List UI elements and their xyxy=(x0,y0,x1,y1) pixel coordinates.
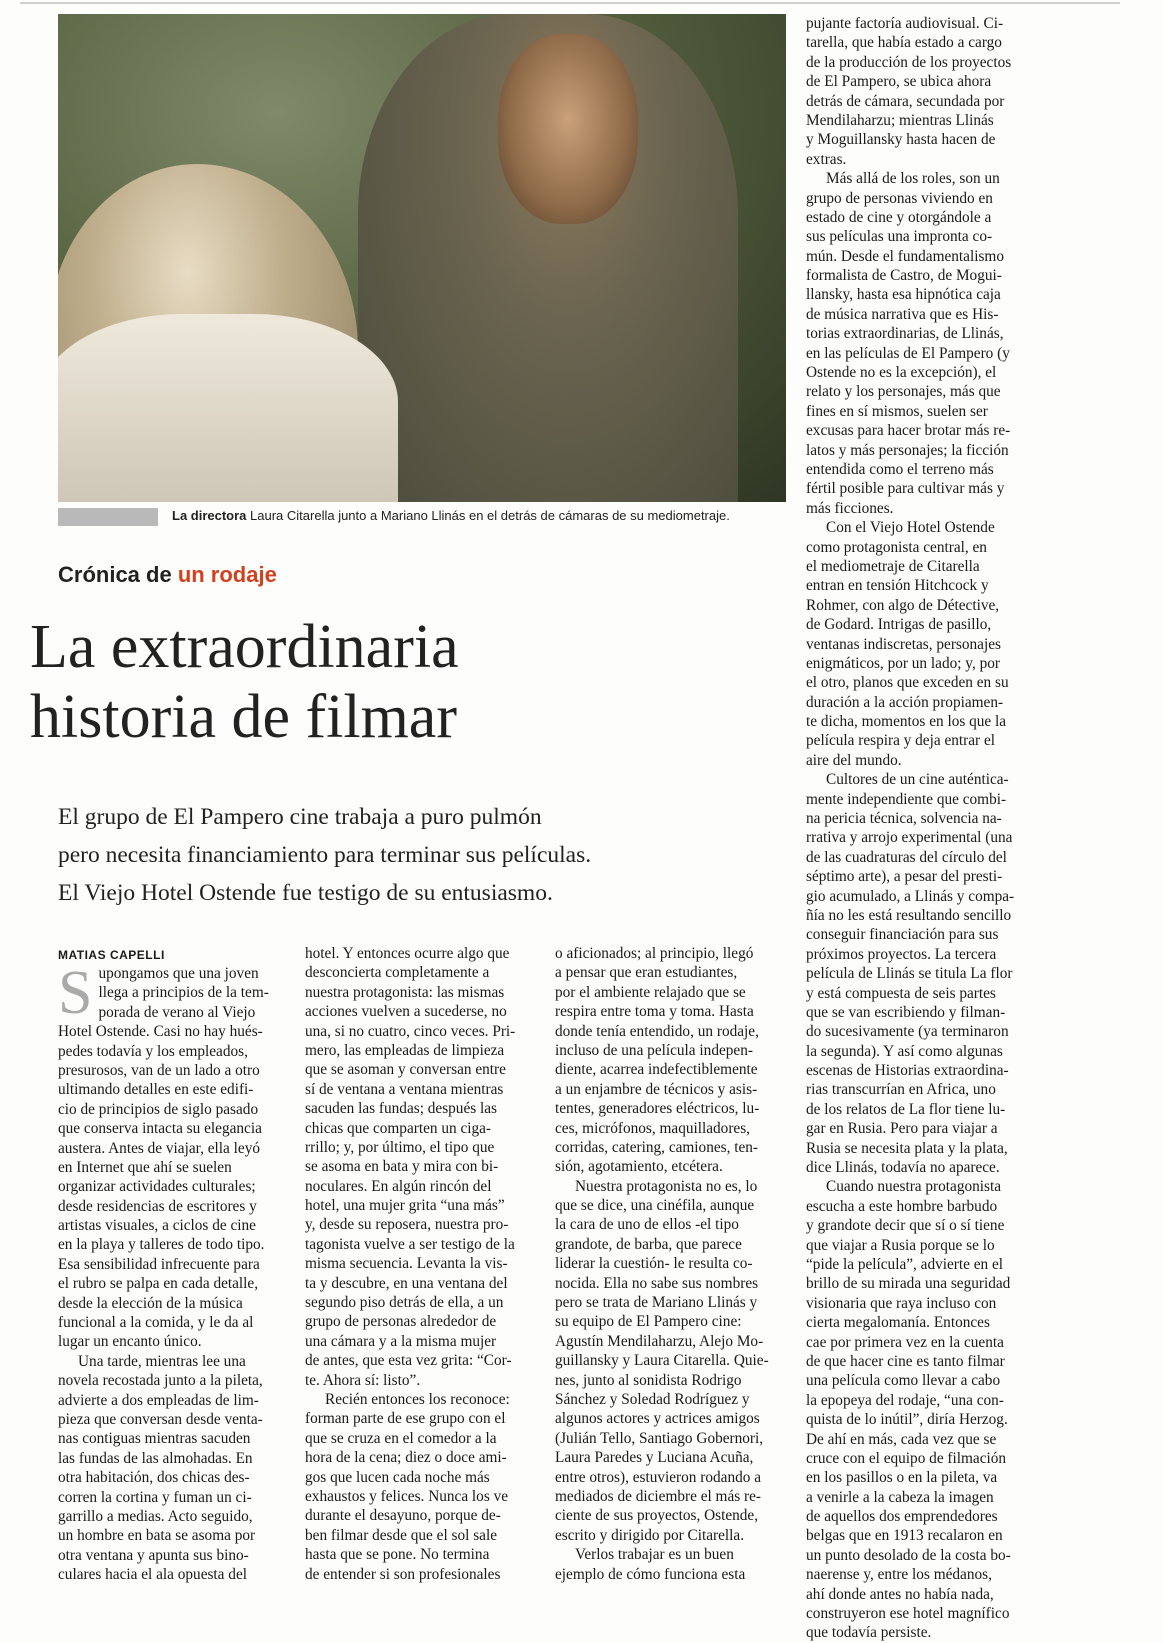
text-line: formalista de Castro, de Mogui- xyxy=(806,267,1002,285)
text-line: se asoma en bata y mira con bi- xyxy=(305,1158,499,1176)
text-line: do sucesivamente (ya terminaron xyxy=(806,1023,1009,1041)
text-line: Con el Viejo Hotel Ostende xyxy=(826,519,995,537)
text-line: ventanas indiscretas, personajes xyxy=(806,635,1001,653)
text-line: escenas de Historias extraordina- xyxy=(806,1062,1009,1080)
text-line: respira entre toma y toma. Hasta xyxy=(555,1003,754,1021)
text-line: garrillo a medias. Acto seguido, xyxy=(58,1507,253,1525)
kicker-accent: un rodaje xyxy=(177,562,277,587)
text-line: grandote, de barba, que parece xyxy=(555,1235,742,1253)
text-line: pero se trata de Mariano Llinás y xyxy=(555,1294,758,1312)
text-line: organizar actividades culturales; xyxy=(58,1178,256,1196)
text-line: ultimando detalles en este edifi- xyxy=(58,1081,254,1099)
headline-line: historia de filmar xyxy=(30,683,457,751)
text-line: construyeron ese hotel magnífico xyxy=(806,1605,1010,1623)
column-1 xyxy=(58,959,283,1585)
text-line: película de Llinás se titula La flor xyxy=(806,965,1013,983)
text-line: cio de principios de siglo pasado xyxy=(58,1100,259,1118)
text-line: el rubro se palpa en cada detalle, xyxy=(58,1275,259,1293)
text-line: sión, agotamiento, etcétera. xyxy=(555,1158,723,1176)
text-line: te dicha, momentos en los que la xyxy=(806,713,1007,731)
text-line: pujante factoría audiovisual. Ci- xyxy=(806,15,1004,32)
text-line: llega a principios de la tem- xyxy=(98,984,269,1002)
text-line: hotel, una mujer grita “una más” xyxy=(305,1197,505,1215)
text-line: ahí donde antes no había nada, xyxy=(806,1585,994,1603)
text-line: hotel. Y entonces ocurre algo que xyxy=(305,945,510,962)
text-line: acciones vuelven a sucederse, no xyxy=(305,1003,507,1021)
text-line: gar en Rusia. Pero para viajar a xyxy=(806,1120,998,1138)
text-line: porada de verano al Viejo xyxy=(98,1003,256,1021)
text-line: durante el desayuno, porque de- xyxy=(305,1507,501,1525)
text-line: brillo de su mirada una seguridad xyxy=(806,1275,1011,1293)
text-line: cae por primera vez en la cuenta xyxy=(806,1333,1004,1351)
photo-caption xyxy=(172,508,730,523)
text-line: detrás de cámara, secundada por xyxy=(806,92,1005,110)
text-line: mediados de diciembre el más re- xyxy=(555,1487,762,1505)
text-line: relato y los personajes, más que xyxy=(806,383,1001,401)
text-line: desde la elección de la música xyxy=(58,1294,243,1312)
text-line: advierte a dos empleadas de lim- xyxy=(58,1391,259,1409)
text-line: de música narrativa que es His- xyxy=(806,305,999,323)
text-line: algunos actores y actrices amigos xyxy=(555,1410,760,1428)
text-line: que viajar a Rusia porque se lo xyxy=(806,1236,995,1254)
text-line: De ahí en más, cada vez que se xyxy=(806,1430,997,1448)
text-line: Cultores de un cine auténtica- xyxy=(826,771,1009,789)
text-line: su equipo de El Pampero cine: xyxy=(555,1313,742,1331)
text-line: conseguir financiación para sus xyxy=(806,926,999,944)
text-line: presurosos, van de un lado a otro xyxy=(58,1061,260,1079)
text-line: naerense y, entre los médanos, xyxy=(806,1566,992,1584)
photo-woman-shirt xyxy=(58,314,398,502)
text-line: de Godard. Intrigas de pasillo, xyxy=(806,616,992,634)
text-line: sus películas una impronta co- xyxy=(806,228,993,246)
text-line: de los relatos de La flor tiene lu- xyxy=(806,1100,1006,1118)
text-line: (Julián Tello, Santiago Gobernori, xyxy=(555,1429,764,1447)
text-line: corridas, catering, camiones, ten- xyxy=(555,1138,759,1156)
text-line: torias extraordinarias, de Llinás, xyxy=(806,325,1004,343)
text-line: de la producción de los proyectos xyxy=(806,53,1012,71)
text-line: sí de ventana a ventana mientras xyxy=(305,1080,504,1098)
text-line: escrito y dirigido por Citarella. xyxy=(555,1526,745,1544)
text-line: las fundas de las almohadas. En xyxy=(58,1449,253,1467)
text-line: upongamos que una joven xyxy=(98,965,259,982)
text-line: duración a la acción propiamen- xyxy=(806,693,1004,711)
text-line: de aquellos dos emprendedores xyxy=(806,1508,998,1526)
text-line: grupo de personas alrededor de xyxy=(305,1313,497,1331)
text-line: en los pasillos o en la pileta, va xyxy=(806,1469,998,1487)
text-line: enigmáticos, por un lado; y, por xyxy=(806,654,1001,672)
text-line: sacuden las fundas; después las xyxy=(305,1100,498,1118)
text-line: rias transcurrían en Africa, uno xyxy=(806,1081,996,1099)
text-line: película respira y deja entrar el xyxy=(806,732,995,750)
text-line: fines en sí mismos, suelen ser xyxy=(806,402,988,420)
caption-lead: La directora xyxy=(172,508,247,523)
text-line: mente independiente que combi- xyxy=(806,790,1007,808)
caption-bar xyxy=(58,508,158,526)
text-line: Esa sensibilidad infrecuente para xyxy=(58,1255,260,1273)
text-line: el mediometraje de Citarella xyxy=(806,557,980,575)
text-line: estado de cine y otorgándole a xyxy=(806,208,992,226)
text-line: una, si no cuatro, cinco veces. Pri- xyxy=(305,1022,516,1040)
text-line: y grandote decir que sí o sí tiene xyxy=(806,1217,1005,1235)
photo-man-head xyxy=(498,34,638,224)
text-line: exhaustos y felices. Nunca los ve xyxy=(305,1487,509,1505)
text-line: dice Llinás, todavía no aparece. xyxy=(806,1159,1000,1177)
text-line: como protagonista central, en xyxy=(806,538,987,556)
text-line: excusas para hacer brotar más re- xyxy=(806,422,1011,440)
text-line: corren la cortina y fuman un ci- xyxy=(58,1488,252,1506)
text-line: guillansky y Laura Citarella. Quie- xyxy=(555,1352,769,1370)
article-photo xyxy=(58,14,786,502)
text-line: por el ambiente relajado que se xyxy=(555,983,746,1001)
text-line: Rusia se necesita plata y la plata, xyxy=(806,1139,1008,1157)
text-line: na pericia técnica, solvencia na- xyxy=(806,810,1002,828)
text-line: funcional a la comida, y le da al xyxy=(58,1314,254,1332)
text-line: tarella, que había estado a cargo xyxy=(806,34,1002,52)
text-line: gio acumulado, a Llinás y compa- xyxy=(806,887,1015,905)
text-line: de que hacer cine es tanto filmar xyxy=(806,1352,1005,1370)
column-2 xyxy=(305,944,537,1584)
text-line: otra ventana y apunta sus bino- xyxy=(58,1546,249,1564)
text-line: de entender si son profesionales xyxy=(305,1565,501,1583)
text-line: grupo de personas viviendo en xyxy=(806,189,993,207)
text-line: liderar la cuestión- le resulta co- xyxy=(555,1255,753,1273)
text-line: rrativa y arrojo experimental (una xyxy=(806,829,1013,847)
text-line: un punto desolado de la costa bo- xyxy=(806,1546,1011,1564)
text-line: novela recostada junto a la pileta, xyxy=(58,1372,263,1390)
text-line: diente, acarrea indefectiblemente xyxy=(555,1061,758,1079)
text-line: “pide la película”, advierte en el xyxy=(806,1256,1004,1273)
text-line: noculares. En algún rincón del xyxy=(305,1177,492,1195)
text-line: desde residencias de escritores y xyxy=(58,1197,257,1215)
deck-line: pero necesita financiamiento para terminar sus películas. xyxy=(58,842,592,868)
text-line: visionaria que raya incluso con xyxy=(806,1294,997,1312)
text-line: entendida como el terreno más xyxy=(806,460,994,478)
text-line: quista de lo inútil”, diría Herzog. xyxy=(806,1411,1008,1429)
text-line: segundo piso detrás de ella, a un xyxy=(305,1294,504,1312)
text-line: séptimo arte), a pesar del presti- xyxy=(806,868,1003,886)
deck-line: El Viejo Hotel Ostende fue testigo de su entusiasmo. xyxy=(58,880,553,906)
text-line: culares hacia el ala opuesta del xyxy=(58,1566,247,1584)
text-line: ben filmar desde que el sol sale xyxy=(305,1526,497,1544)
text-line: Ostende no es la excepción), el xyxy=(806,364,997,382)
text-line: Agustín Mendilaharzu, Alejo Mo- xyxy=(555,1332,764,1350)
text-line: aire del mundo. xyxy=(806,751,902,769)
text-line: ciente de sus proyectos, Ostende, xyxy=(555,1507,759,1525)
column-3 xyxy=(555,944,785,1584)
text-line: una película como llevar a cabo xyxy=(806,1372,1001,1390)
text-line: que se cruza en el comedor a la xyxy=(305,1429,497,1447)
deck xyxy=(58,798,798,912)
text-line: nas contiguas mientras sacuden xyxy=(58,1430,251,1448)
text-line: ces, micrófonos, maquilladores, xyxy=(555,1119,750,1137)
text-line: hasta que se pone. No termina xyxy=(305,1546,490,1564)
text-line: donde tenía entendido, un rodaje, xyxy=(555,1022,759,1040)
text-line: Rohmer, con algo de Détective, xyxy=(806,596,1000,614)
text-line: Cuando nuestra protagonista xyxy=(826,1178,1002,1196)
text-line: de El Pampero, se ubica ahora xyxy=(806,73,992,91)
text-line: mero, las empleadas de limpieza xyxy=(305,1041,505,1059)
text-line: llansky, hasta esa hipnótica caja xyxy=(806,286,1001,304)
text-line: Sánchez y Soledad Rodríguez y xyxy=(555,1390,750,1408)
text-line: chicas que comparten un ciga- xyxy=(305,1119,492,1137)
text-line: tagonista vuelve a ser testigo de la xyxy=(305,1235,515,1253)
text-line: que se asoman y conversan entre xyxy=(305,1061,506,1079)
text-line: que se dice, una cinéfila, aunque xyxy=(555,1197,755,1215)
kicker-lead: Crónica de xyxy=(58,562,178,587)
text-line: que todavía persiste. xyxy=(806,1624,932,1642)
text-line: austera. Antes de viajar, ella leyó xyxy=(58,1139,260,1157)
text-line: a un enjambre de técnicos y asis- xyxy=(555,1080,758,1098)
headline xyxy=(30,612,790,752)
text-line: y está compuesta de seis partes xyxy=(806,984,996,1002)
text-line: forman parte de ese grupo con el xyxy=(305,1410,506,1428)
text-line: próximos proyectos. La tercera xyxy=(806,945,997,963)
text-line: Más allá de los roles, son un xyxy=(826,170,1000,188)
drop-cap: S xyxy=(58,959,93,1027)
text-line: te. Ahora sí: listo”. xyxy=(305,1371,421,1389)
text-line: de las cuadraturas del círculo del xyxy=(806,848,1007,866)
text-line: la segunda). Y así como algunas xyxy=(806,1042,1003,1060)
caption-text: Laura Citarella junto a Mariano Llinás en el detrás de cámaras de su mediometraje. xyxy=(246,508,730,523)
text-line: entran en tensión Hitchcock y xyxy=(806,577,989,595)
text-line: nes, junto al sonidista Rodrigo xyxy=(555,1371,742,1389)
text-line: Laura Paredes y Luciana Acuña, xyxy=(555,1449,754,1467)
text-line: pedes todavía y los empleados, xyxy=(58,1042,248,1060)
text-line: lugar un encanto único. xyxy=(58,1333,202,1351)
text-line: rrillo; y, por último, el tipo que xyxy=(305,1138,495,1156)
text-line: más ficciones. xyxy=(806,499,894,517)
text-line: ejemplo de cómo funciona esta xyxy=(555,1565,746,1583)
text-line: entre otros), estuvieron rodando a xyxy=(555,1468,762,1486)
text-line: Verlos trabajar es un buen xyxy=(575,1546,734,1564)
byline: MATIAS CAPELLI xyxy=(58,948,165,962)
text-line: o aficionados; al principio, llegó xyxy=(555,945,754,962)
text-line: ta y descubre, en una ventana del xyxy=(305,1274,508,1292)
headline-line: La extraordinaria xyxy=(30,613,459,681)
text-line: en la playa y talleres de todo tipo. xyxy=(58,1236,265,1254)
text-line: incluso de una película indepen- xyxy=(555,1041,753,1059)
text-line: y, desde su reposera, nuestra pro- xyxy=(305,1216,509,1234)
text-line: hora de la cena; diez o doce ami- xyxy=(305,1449,507,1467)
text-line: nuestra protagonista: las mismas xyxy=(305,983,505,1001)
text-line: a venirle a la cabeza la imagen xyxy=(806,1488,994,1506)
text-line: otra habitación, dos chicas des- xyxy=(58,1469,250,1487)
text-line: la cara de uno de ellos -el tipo xyxy=(555,1216,739,1234)
page-edge xyxy=(20,2,1120,4)
text-line: belgas que en 1913 recalaron en xyxy=(806,1527,1003,1545)
text-line: extras. xyxy=(806,150,847,168)
text-line: de antes, que esta vez grita: “Cor- xyxy=(305,1352,512,1370)
text-line: en las películas de El Pampero (y xyxy=(806,344,1010,362)
deck-line: El grupo de El Pampero cine trabaja a puro pulmón xyxy=(58,804,542,830)
text-line: artistas visuales, a ciclos de cine xyxy=(58,1217,256,1235)
text-line: latos y más personajes; la ficción xyxy=(806,441,1009,459)
column-4 xyxy=(806,14,1038,1643)
text-line: misma secuencia. Levanta la vis- xyxy=(305,1255,508,1273)
text-line: el otro, planos que exceden en su xyxy=(806,674,1009,692)
text-line: escucha a este hombre barbudo xyxy=(806,1197,998,1215)
text-line: cierta megalomanía. Entonces xyxy=(806,1314,990,1332)
text-line: la epopeya del rodaje, “una con- xyxy=(806,1391,1004,1409)
text-line: que conserva intacta su elegancia xyxy=(58,1120,262,1138)
text-line: Hotel Ostende. Casi no hay hués- xyxy=(58,1023,263,1041)
text-line: desconcierta completamente a xyxy=(305,964,490,982)
text-line: pieza que conversan desde venta- xyxy=(58,1410,263,1428)
text-line: un hombre en bata se asoma por xyxy=(58,1527,256,1545)
text-line: Recién entonces los reconoce: xyxy=(325,1390,510,1408)
text-line: Nuestra protagonista no es, lo xyxy=(575,1177,758,1195)
text-line: en Internet que ahí se suelen xyxy=(58,1158,232,1176)
text-line: Mendilaharzu; mientras Llinás xyxy=(806,111,994,129)
text-line: que se van escribiendo y filman- xyxy=(806,1003,1006,1021)
text-line: cruce con el equipo de filmación xyxy=(806,1449,1007,1467)
section-kicker xyxy=(58,562,277,588)
text-line: a pensar que eran estudiantes, xyxy=(555,964,738,982)
text-line: y Moguillansky hasta hacen de xyxy=(806,131,996,149)
text-line: tentes, generadores eléctricos, lu- xyxy=(555,1100,760,1118)
text-line: gos que lucen cada noche más xyxy=(305,1468,490,1486)
text-line: Una tarde, mientras lee una xyxy=(78,1352,246,1370)
text-line: una cámara y a la misma mujer xyxy=(305,1332,497,1350)
text-line: fértil posible para cultivar más y xyxy=(806,480,1005,498)
text-line: mún. Desde el fundamentalismo xyxy=(806,247,1004,265)
text-line: ñía no les está resultando sencillo xyxy=(806,906,1012,924)
text-line: nocida. Ella no sabe sus nombres xyxy=(555,1274,759,1292)
